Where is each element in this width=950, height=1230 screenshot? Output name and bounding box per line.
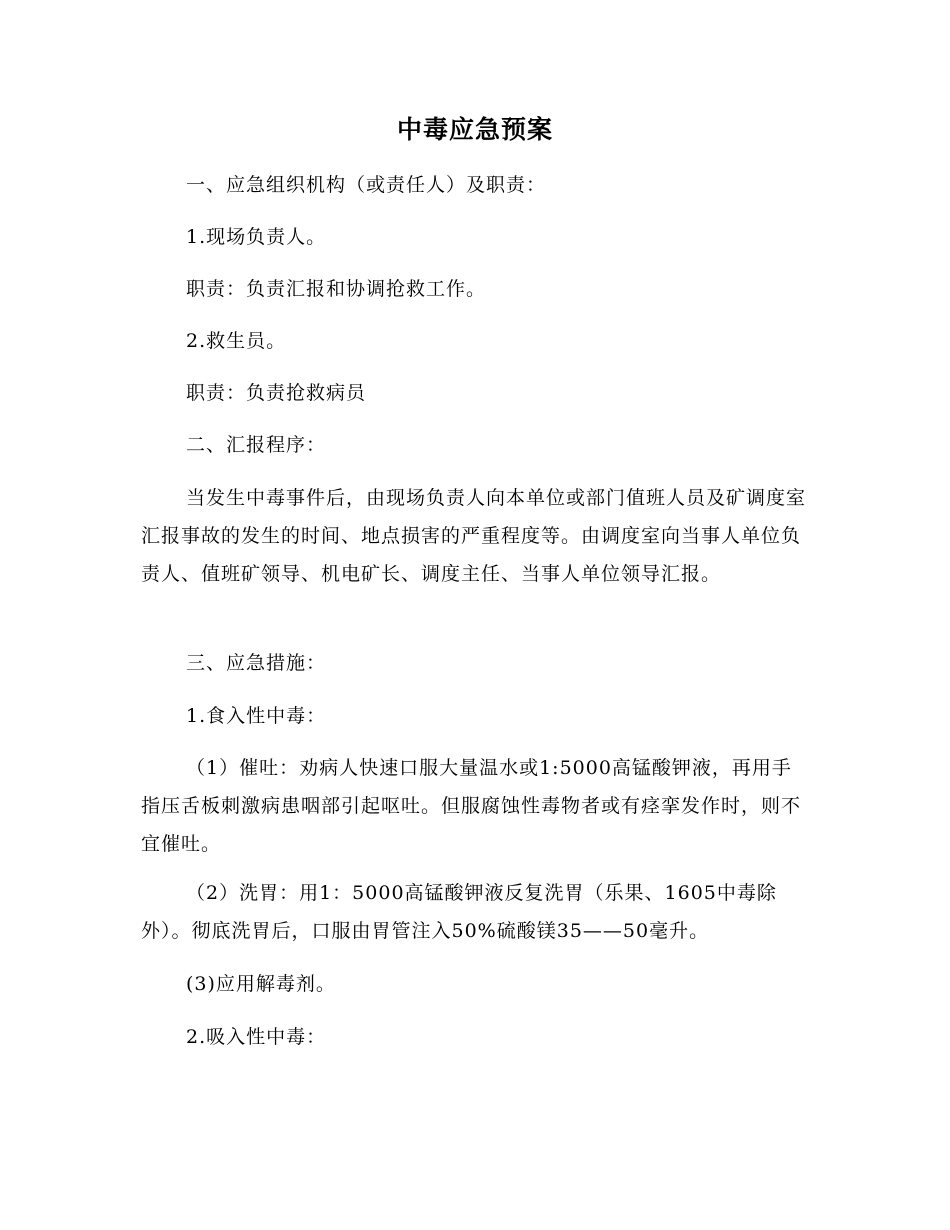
section-heading-emergency-measures: 三、应急措施：: [186, 652, 327, 674]
item-antidote: (3)应用解毒剂。: [186, 973, 336, 995]
paragraph-reporting-procedure: 当发生中毒事件后，由现场负责人向本单位或部门值班人员及矿调度室汇报事故的发生的时间、地点损害的严重程度等。由调度室向当事人单位负责人、值班矿领导、机电矿长、调度主任、当事人单位领导汇报。: [141, 487, 807, 585]
document-title: 中毒应急预案: [396, 115, 553, 144]
item-inhalation-poisoning: 2.吸入性中毒：: [186, 1026, 327, 1048]
item-site-leader: 1.现场负责人。: [186, 226, 327, 248]
paragraph-gastric-lavage: （2）洗胃：用1：5000高锰酸钾液反复洗胃（乐果、1605中毒除外）。彻底洗胃后，口服由胃管注入50%硫酸镁35——50毫升。: [141, 882, 777, 942]
section-heading-reporting: 二、汇报程序：: [186, 434, 327, 456]
paragraph-induce-vomiting: （1）催吐：劝病人快速口服大量温水或1:5000高锰酸钾液，再用手指压舌板刺激病患咽部引起呕吐。但服腐蚀性毒物者或有痉挛发作时，则不宜催吐。: [141, 757, 802, 855]
duty-site-leader: 职责：负责汇报和协调抢救工作。: [186, 278, 487, 300]
item-rescuer: 2.救生员。: [186, 330, 287, 352]
section-heading-organization: 一、应急组织机构（或责任人）及职责：: [186, 174, 547, 196]
duty-rescuer: 职责：负责抢救病员: [186, 382, 367, 404]
item-ingestion-poisoning: 1.食入性中毒：: [186, 705, 327, 727]
